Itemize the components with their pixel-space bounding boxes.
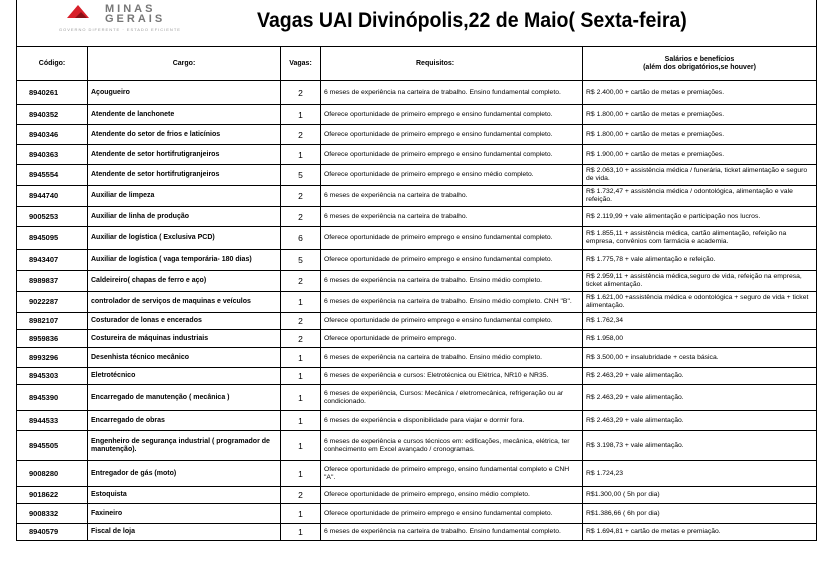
job-code-cell: 9005253 (17, 207, 88, 227)
job-code-cell: 9008332 (17, 504, 88, 524)
job-code-cell: 8940352 (17, 105, 88, 125)
job-code-cell: 8959836 (17, 330, 88, 348)
vacancies-cell: 1 (281, 431, 321, 461)
job-title-cell: Costureira de máquinas industriais (88, 330, 281, 348)
vacancies-cell: 1 (281, 411, 321, 431)
vacancies-cell: 2 (281, 207, 321, 227)
job-code-cell: 8940579 (17, 524, 88, 541)
requirements-cell: Oferece oportunidade de primeiro emprego e ensino fundamental completo. (321, 250, 583, 271)
salary-benefits-cell: R$1.300,00 ( 5h por dia) (583, 487, 817, 504)
vacancies-cell: 1 (281, 348, 321, 368)
job-code-cell: 8943407 (17, 250, 88, 271)
table-row (17, 105, 817, 125)
header-requisitos: Requisitos: (321, 47, 583, 81)
job-title-cell: Costurador de lonas e encerados (88, 313, 281, 330)
salary-benefits-cell: R$ 2.463,29 + vale alimentação. (583, 385, 817, 411)
requirements-cell: Oferece oportunidade de primeiro emprego, ensino fundamental completo e CNH "A". (321, 461, 583, 487)
table-row (17, 461, 817, 487)
salary-benefits-cell: R$ 2.119,99 + vale alimentação e participação nos lucros. (583, 207, 817, 227)
job-code-cell: 8945303 (17, 368, 88, 385)
job-code-cell: 8940346 (17, 125, 88, 145)
job-code-cell: 8945095 (17, 227, 88, 250)
salary-benefits-cell: R$ 2.400,00 + cartão de metas e premiações. (583, 81, 817, 105)
job-code-cell: 9008280 (17, 461, 88, 487)
job-code-cell: 8989837 (17, 271, 88, 292)
salary-benefits-cell: R$ 2.463,29 + vale alimentação. (583, 368, 817, 385)
job-code-cell: 8993296 (17, 348, 88, 368)
header-vagas: Vagas: (281, 47, 321, 81)
table-row (17, 145, 817, 165)
table-row (17, 292, 817, 313)
vacancies-cell: 2 (281, 125, 321, 145)
logo-text-line1: MINAS (105, 3, 156, 15)
requirements-cell: Oferece oportunidade de primeiro emprego e ensino fundamental completo. (321, 105, 583, 125)
requirements-cell: Oferece oportunidade de primeiro emprego, ensino médio completo. (321, 487, 583, 504)
triangle-logo-inner-icon (75, 12, 87, 18)
requirements-cell: 6 meses de experiência na carteira de trabalho. Ensino fundamental completo. (321, 81, 583, 105)
job-title-cell: Eletrotécnico (88, 368, 281, 385)
requirements-cell: 6 meses de experiência e disponibilidade para viajar e dormir fora. (321, 411, 583, 431)
salary-benefits-cell: R$ 1.762,34 (583, 313, 817, 330)
table-row (17, 411, 817, 431)
vacancies-cell: 2 (281, 487, 321, 504)
header-salarios (583, 47, 817, 81)
vacancies-cell: 2 (281, 330, 321, 348)
table-row (17, 227, 817, 250)
vacancies-cell: 1 (281, 461, 321, 487)
job-title-cell: Faxineiro (88, 504, 281, 524)
job-code-cell: 8944740 (17, 186, 88, 207)
table-row (17, 313, 817, 330)
job-title-cell: Estoquista (88, 487, 281, 504)
requirements-cell: Oferece oportunidade de primeiro emprego. (321, 330, 583, 348)
header-salarios-line1: Salários e benefícios (664, 55, 735, 63)
job-title-cell: Encarregado de manutenção ( mecânica ) (88, 385, 281, 411)
job-title-cell: Caldeireiro( chapas de ferro e aço) (88, 271, 281, 292)
salary-benefits-cell: R$ 1.900,00 + cartão de metas e premiações. (583, 145, 817, 165)
table-row (17, 524, 817, 541)
page-title: Vagas UAI Divinópolis,22 de Maio( Sexta-feira) (257, 9, 687, 32)
job-title-cell: Engenheiro de segurança industrial ( programador de manutenção). (88, 431, 281, 461)
document-header (16, 0, 817, 46)
salary-benefits-cell: R$ 1.958,00 (583, 330, 817, 348)
vacancies-cell: 5 (281, 250, 321, 271)
vacancies-cell: 2 (281, 271, 321, 292)
salary-benefits-cell: R$ 1.800,00 + cartão de metas e premiações. (583, 125, 817, 145)
requirements-cell: Oferece oportunidade de primeiro emprego e ensino fundamental completo. (321, 313, 583, 330)
job-title-cell: Açougueiro (88, 81, 281, 105)
requirements-cell: 6 meses de experiência na carteira de trabalho. Ensino fundamental completo. (321, 524, 583, 541)
logo-text-line2: GERAIS (105, 13, 166, 25)
salary-benefits-cell: R$ 1.855,11 + assistência médica, cartão alimentação, refeição na empresa, convênios com farmácia e academia. (583, 227, 817, 250)
salary-benefits-cell: R$ 1.775,78 + vale alimentação e refeição. (583, 250, 817, 271)
vacancies-cell: 5 (281, 165, 321, 186)
requirements-cell: 6 meses de experiência, Cursos: Mecânica / eletromecânica, refrigeração ou ar condicionado. (321, 385, 583, 411)
job-title-cell: Desenhista técnico mecânico (88, 348, 281, 368)
jobs-table (16, 46, 817, 541)
job-title-cell: Encarregado de obras (88, 411, 281, 431)
vacancies-cell: 1 (281, 368, 321, 385)
requirements-cell: 6 meses de experiência na carteira de trabalho. (321, 207, 583, 227)
minas-gerais-logo (47, 2, 195, 34)
table-row (17, 385, 817, 411)
job-title-cell: Auxiliar de limpeza (88, 186, 281, 207)
requirements-cell: Oferece oportunidade de primeiro emprego e ensino fundamental completo. (321, 125, 583, 145)
job-code-cell: 8940261 (17, 81, 88, 105)
salary-benefits-cell: R$ 2.959,11 + assistência médica,seguro de vida, refeição na empresa, ticket alimentação. (583, 271, 817, 292)
table-header-row (17, 47, 817, 81)
vacancies-cell: 2 (281, 81, 321, 105)
salary-benefits-cell: R$ 2.463,29 + vale alimentação. (583, 411, 817, 431)
table-row (17, 431, 817, 461)
requirements-cell: Oferece oportunidade de primeiro emprego e ensino fundamental completo. (321, 145, 583, 165)
vacancies-cell: 1 (281, 385, 321, 411)
table-row (17, 348, 817, 368)
vacancies-cell: 1 (281, 105, 321, 125)
job-code-cell: 9018622 (17, 487, 88, 504)
salary-benefits-cell: R$ 3.198,73 + vale alimentação. (583, 431, 817, 461)
table-row (17, 207, 817, 227)
requirements-cell: Oferece oportunidade de primeiro emprego e ensino médio completo. (321, 165, 583, 186)
requirements-cell: 6 meses de experiência na carteira de trabalho. (321, 186, 583, 207)
table-row (17, 487, 817, 504)
requirements-cell: 6 meses de experiência na carteira de trabalho. Ensino médio completo. (321, 348, 583, 368)
job-title-cell: Atendente do setor de frios e laticínios (88, 125, 281, 145)
table-row (17, 125, 817, 145)
vacancies-cell: 1 (281, 504, 321, 524)
table-row (17, 165, 817, 186)
logo-tagline: GOVERNO DIFERENTE · ESTADO EFICIENTE (59, 27, 181, 32)
vacancies-cell: 6 (281, 227, 321, 250)
job-title-cell: Entregador de gás (moto) (88, 461, 281, 487)
job-title-cell: Atendente de setor hortifrutigranjeiros (88, 145, 281, 165)
salary-benefits-cell: R$ 2.063,10 + assistência médica / funerária, ticket alimentação e seguro de vida. (583, 165, 817, 186)
salary-benefits-cell: R$ 1.732,47 + assistência médica / odontológica, alimentação e vale refeição. (583, 186, 817, 207)
job-title-cell: Atendente de lanchonete (88, 105, 281, 125)
requirements-cell: Oferece oportunidade de primeiro emprego e ensino fundamental completo. (321, 227, 583, 250)
table-row (17, 504, 817, 524)
requirements-cell: 6 meses de experiência na carteira de trabalho. Ensino médio completo. (321, 271, 583, 292)
requirements-cell: 6 meses de experiência na carteira de trabalho. Ensino médio completo. CNH "B". (321, 292, 583, 313)
job-code-cell: 8945554 (17, 165, 88, 186)
table-row (17, 81, 817, 105)
job-title-cell: Auxiliar de logística ( vaga temporária- 180 dias) (88, 250, 281, 271)
job-title-cell: Fiscal de loja (88, 524, 281, 541)
vacancies-cell: 2 (281, 313, 321, 330)
vacancies-cell: 1 (281, 524, 321, 541)
vacancies-cell: 1 (281, 145, 321, 165)
job-code-cell: 8944533 (17, 411, 88, 431)
header-codigo: Código: (17, 47, 88, 81)
header-salarios-line2: (além dos obrigatórios,se houver) (643, 63, 756, 71)
job-title-cell: controlador de serviços de maquinas e veículos (88, 292, 281, 313)
vacancies-cell: 1 (281, 292, 321, 313)
job-code-cell: 8982107 (17, 313, 88, 330)
table-row (17, 330, 817, 348)
salary-benefits-cell: R$ 1.694,81 + cartão de metas e premiação. (583, 524, 817, 541)
salary-benefits-cell: R$ 1.800,00 + cartão de metas e premiações. (583, 105, 817, 125)
table-row (17, 271, 817, 292)
job-code-cell: 9022287 (17, 292, 88, 313)
job-title-cell: Auxiliar de linha de produção (88, 207, 281, 227)
job-title-cell: Auxiliar de logística ( Exclusiva PCD) (88, 227, 281, 250)
requirements-cell: Oferece oportunidade de primeiro emprego e ensino fundamental completo. (321, 504, 583, 524)
salary-benefits-cell: R$ 1.621,00 +assistência médica e odontológica + seguro de vida + ticket alimentação. (583, 292, 817, 313)
table-row (17, 186, 817, 207)
requirements-cell: 6 meses de experiência e cursos: Eletrotécnica ou Elétrica, NR10 e NR35. (321, 368, 583, 385)
salary-benefits-cell: R$ 3.500,00 + insalubridade + cesta básica. (583, 348, 817, 368)
job-code-cell: 8945505 (17, 431, 88, 461)
job-title-cell: Atendente de setor hortifrutigranjeiros (88, 165, 281, 186)
table-row (17, 368, 817, 385)
header-cargo: Cargo: (88, 47, 281, 81)
job-code-cell: 8940363 (17, 145, 88, 165)
job-code-cell: 8945390 (17, 385, 88, 411)
salary-benefits-cell: R$ 1.724,23 (583, 461, 817, 487)
salary-benefits-cell: R$1.386,66 ( 6h por dia) (583, 504, 817, 524)
requirements-cell: 6 meses de experiência e cursos técnicos em: edificações, mecânica, elétrica, ter conhecimento em Excel avançado / cronogramas. (321, 431, 583, 461)
vacancies-cell: 2 (281, 186, 321, 207)
table-row (17, 250, 817, 271)
